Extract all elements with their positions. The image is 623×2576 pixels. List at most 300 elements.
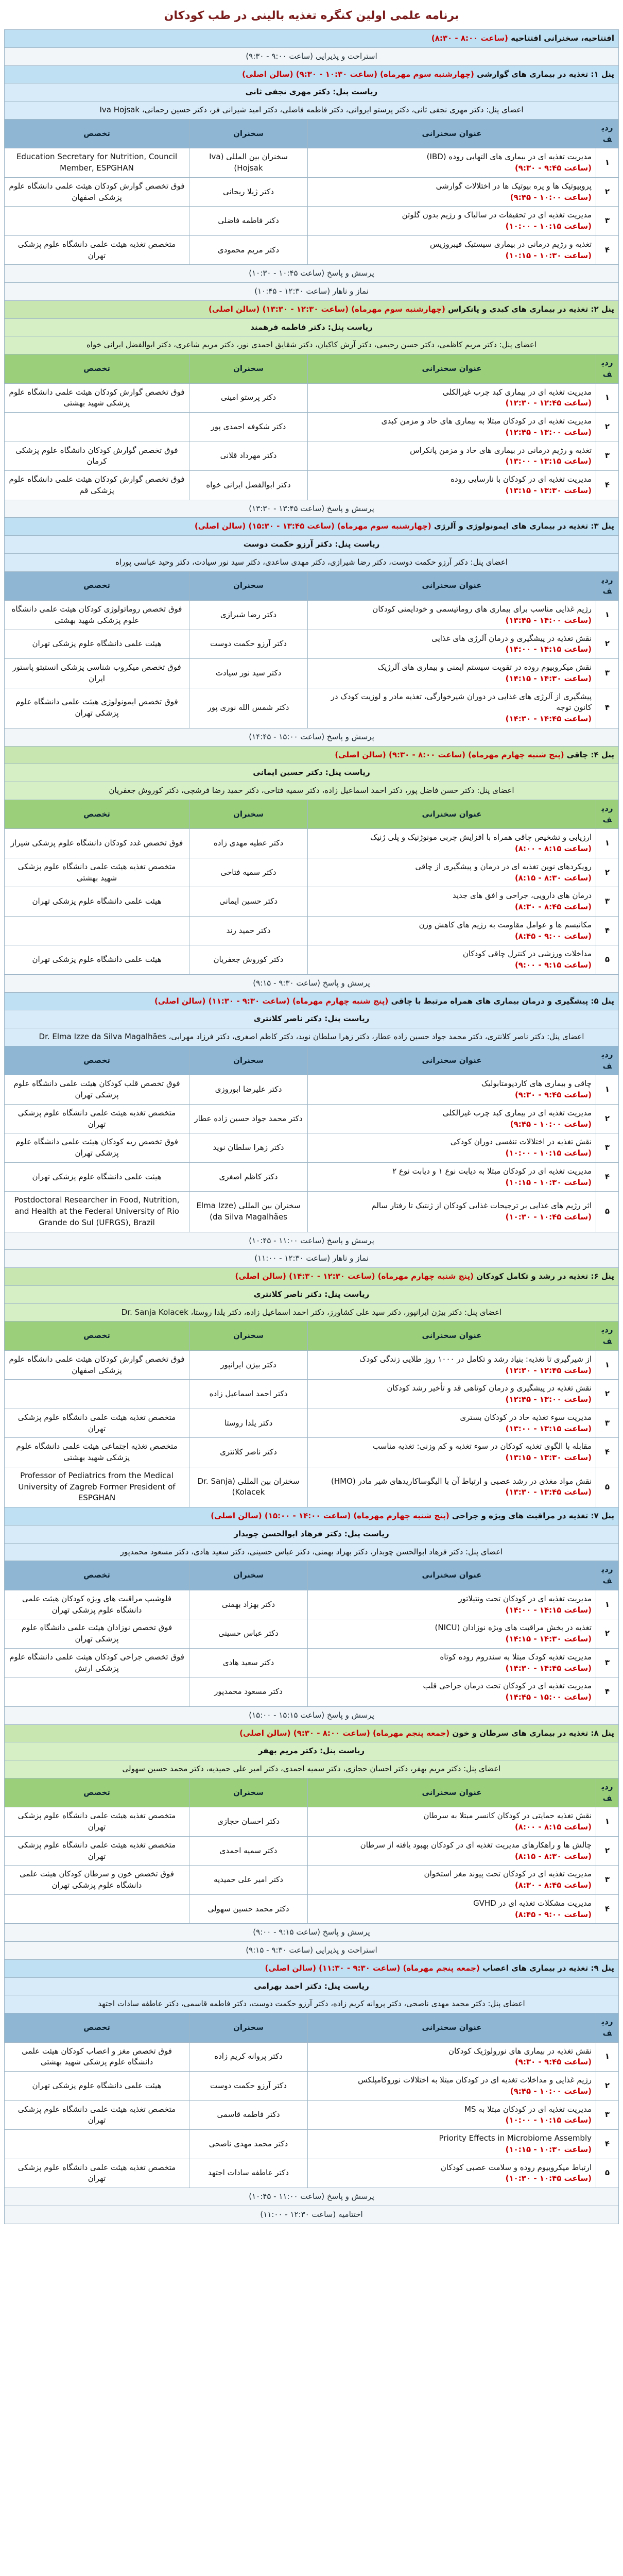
- talk-affiliation: [5, 207, 189, 236]
- talk-row: [5, 858, 619, 887]
- header-num: ردیف: [596, 1778, 619, 1807]
- talk-title-text: مدیریت تغذیه ای در کودکان تحت درمان جراحی قلب: [423, 1681, 592, 1691]
- break-label: پرسش و پاسخ: [326, 1710, 374, 1720]
- talk-number: [596, 442, 619, 471]
- talk-title: [308, 2130, 596, 2159]
- talk-time: (ساعت ۸:۳۰ - ۸:۱۵): [514, 1851, 592, 1861]
- talk-speaker: [189, 383, 308, 413]
- talk-speaker-text: دکتر پرستو امینی: [220, 393, 276, 402]
- panel-heading-row: [5, 992, 619, 1010]
- panel-members: [5, 553, 619, 571]
- talk-title-text: اثر رژیم های غذایی بر ترجیحات غذایی کودکان از ژنتیک تا رفتار سالم: [371, 1201, 592, 1211]
- talk-time: (ساعت ۱۰:۰۰ - ۹:۴۵): [510, 192, 592, 202]
- program-sheet: [4, 4, 619, 2224]
- talk-title-text: مداخلات ورزشی در کنترل چاقی کودکان: [462, 949, 592, 959]
- panel-heading: [5, 518, 619, 536]
- header-affiliation: تخصص: [5, 2013, 189, 2043]
- panel-members: [5, 1303, 619, 1321]
- talk-number: [596, 858, 619, 887]
- talk-row: [5, 2072, 619, 2101]
- break-label: نماز و ناهار: [332, 1253, 369, 1263]
- header-speaker: سخنران: [189, 1321, 308, 1351]
- talk-affiliation: [5, 471, 189, 500]
- talk-title: [308, 413, 596, 442]
- talk-affiliation: [5, 413, 189, 442]
- talk-title: [308, 1133, 596, 1163]
- talk-speaker-text: دکتر آرزو حکمت دوست: [210, 2080, 287, 2090]
- talk-title: [308, 235, 596, 265]
- panel-members-text: اعضای پنل: دکتر ناصر کلانتری، دکتر محمد جواد حسین زاده عطار، دکتر زهرا سلطان نوید، دکتر کاظم اصغری، دکتر فرزاد مهرابی، Dr. Elma Izze da Silva Magalhães: [39, 1032, 584, 1041]
- talk-time: (ساعت ۱۳:۱۵ - ۱۳:۰۰): [505, 1423, 592, 1433]
- break-time: (ساعت ۹:۱۵ - ۹:۰۰): [253, 1927, 321, 1937]
- panel-members-text: اعضای پنل: دکتر مریم کاظمی، دکتر حسن رحیمی، دکتر آرش کاکیان، دکتر شقایق احمدی نور، دکتر مریم شاعری، دکتر ابوالفضل ایرانی خواه: [86, 340, 537, 350]
- talk-affiliation-text: متخصص تغذیه هیئت علمی دانشگاه علوم پزشکی تهران: [18, 2104, 176, 2125]
- talk-row: [5, 1075, 619, 1105]
- opening-row: [5, 30, 619, 48]
- talk-number-text: ۲: [604, 1113, 610, 1123]
- talk-number-text: ۴: [604, 1687, 610, 1697]
- header-speaker: سخنران: [189, 1046, 308, 1075]
- break-row: [5, 974, 619, 992]
- break-row: [5, 2188, 619, 2206]
- talk-row: [5, 1648, 619, 1677]
- break-cell: [5, 500, 619, 518]
- header-affiliation: تخصص: [5, 119, 189, 148]
- talk-number-text: ۱: [604, 609, 610, 619]
- talk-time: (ساعت ۱۴:۰۰ - ۱۳:۴۵): [505, 615, 592, 625]
- talk-speaker-text: دکتر ناصر کلانتری: [220, 1447, 277, 1457]
- talk-speaker-text: دکتر حسین ایمانی: [219, 896, 278, 906]
- talk-title: [308, 1866, 596, 1895]
- talk-affiliation: [5, 1438, 189, 1467]
- talk-number-text: ۳: [604, 1657, 610, 1667]
- talk-speaker-text: دکتر محمد مهدی ناصحی: [209, 2139, 288, 2148]
- panel-members-row: [5, 101, 619, 120]
- header-title: عنوان سخنرانی: [308, 571, 596, 601]
- talk-number: [596, 1807, 619, 1837]
- talk-speaker: [189, 471, 308, 500]
- talk-speaker-text: دکتر امیر علی حمیدیه: [214, 1875, 283, 1885]
- header-title: عنوان سخنرانی: [308, 1321, 596, 1351]
- header-affiliation: تخصص: [5, 1561, 189, 1590]
- talk-title-text: نقش تغذیه در اختلالات تنفسی دوران کودکی: [450, 1137, 592, 1147]
- header-title: عنوان سخنرانی: [308, 1778, 596, 1807]
- talk-affiliation: [5, 177, 189, 207]
- panel-members: [5, 782, 619, 800]
- talk-number-text: ۵: [604, 955, 610, 964]
- talk-speaker-text: دکتر فاطمه قاسمی: [217, 2110, 280, 2120]
- talk-row: [5, 1162, 619, 1192]
- talk-number-text: ۲: [604, 1389, 610, 1399]
- talk-speaker: [189, 2130, 308, 2159]
- talk-affiliation-text: متخصص تغذیه هیئت علمی دانشگاه علوم پزشکی تهران: [18, 1412, 176, 1433]
- talk-number: [596, 829, 619, 858]
- panel-chair-row: [5, 1285, 619, 1303]
- talk-title: [308, 2100, 596, 2130]
- talk-speaker-text: دکتر آرزو حکمت دوست: [210, 639, 287, 649]
- talk-speaker: [189, 1677, 308, 1707]
- talk-affiliation: [5, 235, 189, 265]
- talk-title-text: مدیریت تغذیه ای در کودکان مبتلا به دیابت نوع ۱ و دیابت نوع ۲: [392, 1166, 592, 1176]
- talk-speaker-text: دکتر زهرا سلطان نوید: [213, 1143, 284, 1153]
- panel-title: پنل ۳: تغذیه در بیماری های ایمونولوژی و آلرژی: [434, 521, 614, 531]
- talk-number-text: ۲: [604, 2080, 610, 2090]
- panel-chair: [5, 536, 619, 554]
- panel-members: [5, 336, 619, 354]
- panel-chair-row: [5, 1977, 619, 1995]
- panel-members-text: اعضای پنل: دکتر بیژن ایرانپور، دکتر سید علی کشاورز، دکتر احمد اسماعیل زاده، دکتر یلدا روستا، Dr. Sanja Kolacek: [121, 1307, 502, 1317]
- panel-title: پنل ۹: تغذیه در بیماری های اعصاب: [482, 1963, 614, 1973]
- talk-affiliation-text: فوق تخصص گوارش کودکان هیئت علمی دانشگاه علوم پزشکی شهید بهشتی: [9, 387, 185, 408]
- talk-row: [5, 829, 619, 858]
- talk-number-text: ۴: [604, 925, 610, 935]
- talk-number-text: ۱: [604, 1084, 610, 1094]
- talk-title: [308, 916, 596, 945]
- talk-number: [596, 887, 619, 917]
- panel-chair: [5, 1010, 619, 1028]
- break-label: نماز و ناهار: [332, 286, 369, 296]
- panel-title: پنل ۶: تغذیه در رشد و تکامل کودکان: [476, 1272, 614, 1281]
- talk-number: [596, 659, 619, 688]
- talk-time: (ساعت ۹:۴۵ - ۹:۳۰): [514, 1090, 592, 1099]
- panel-schedule: (چهارشنبه سوم مهرماه) (ساعت ۱۳:۴۵ - ۱۵:۳۰) (سالن اصلی): [194, 521, 431, 531]
- break-cell: [5, 2188, 619, 2206]
- talk-number-text: ۱: [604, 393, 610, 402]
- talk-speaker: [189, 442, 308, 471]
- talk-row: [5, 177, 619, 207]
- talk-row: [5, 1192, 619, 1232]
- talk-affiliation: [5, 1807, 189, 1837]
- talk-time: (ساعت ۱۰:۱۵ - ۱۰:۰۰): [505, 222, 592, 231]
- talk-number-text: ۲: [604, 867, 610, 877]
- break-label: پرسش و پاسخ: [326, 503, 374, 513]
- talk-time: (ساعت ۱۰:۰۰ - ۹:۴۵): [510, 2086, 592, 2096]
- talk-title-text: مدیریت تغذیه ای در بیماری کبد چرب غیرالکلی: [442, 1108, 592, 1117]
- break-time: (ساعت ۱۲:۳۰ - ۱۱:۰۰): [254, 1253, 331, 1263]
- talk-affiliation: [5, 148, 189, 178]
- talk-time: (ساعت ۱۳:۳۰ - ۱۳:۱۵): [505, 1453, 592, 1462]
- panel-members-row: [5, 1543, 619, 1561]
- panel-chair: [5, 1977, 619, 1995]
- break-time: (ساعت ۹:۳۰ - ۹:۱۵): [246, 1945, 314, 1955]
- break-label: پرسش و پاسخ: [326, 732, 374, 741]
- break-row: [5, 1250, 619, 1268]
- talk-time: (ساعت ۱۴:۱۵ - ۱۴:۰۰): [505, 1605, 592, 1615]
- talk-affiliation-text: هیئت علمی دانشگاه علوم پزشکی تهران: [32, 955, 162, 964]
- talk-title-text: پروبیوتیک ها و پره بیوتیک ها در اختلالات گوارشی: [436, 181, 592, 191]
- talk-title-text: چاقی و بیماری های کاردیومتابولیک: [481, 1079, 592, 1089]
- talk-number-text: ۳: [604, 1875, 610, 1885]
- panel-chair-text: ریاست پنل: دکتر ناصر کلانتری: [253, 1289, 370, 1299]
- talk-time: (ساعت ۸:۳۰ - ۸:۱۵): [514, 873, 592, 883]
- talk-number-text: ۴: [604, 1904, 610, 1913]
- talk-row: [5, 601, 619, 630]
- talk-number-text: ۱: [604, 158, 610, 167]
- break-time: (ساعت ۱۲:۳۰ - ۱۱:۰۰): [260, 2209, 336, 2219]
- talk-title: [308, 858, 596, 887]
- panel-members-text: اعضای پنل: دکتر مریم بهفر، دکتر احسان حجازی، دکتر سمیه احمدی، دکتر امیر علی حمیدیه، دکتر محمد حسین سهولی: [122, 1764, 501, 1773]
- talk-speaker: [189, 1866, 308, 1895]
- talk-title-text: رژیم غذایی و مداخلات تغذیه ای در کودکان مبتلا به اختلالات نوروکامپلکس: [358, 2075, 592, 2084]
- talk-affiliation-text: فوق تخصص گوارش کودکان هیئت علمی دانشگاه علوم پزشکی قم: [9, 474, 185, 495]
- talk-affiliation: [5, 601, 189, 630]
- talk-affiliation-text: هیئت علمی دانشگاه علوم پزشکی تهران: [32, 896, 162, 906]
- header-speaker: سخنران: [189, 571, 308, 601]
- panel-heading: [5, 1268, 619, 1286]
- talk-speaker: [189, 1619, 308, 1649]
- talk-row: [5, 916, 619, 945]
- panel-column-header: [5, 571, 619, 601]
- talk-row: [5, 1894, 619, 1924]
- talk-title: [308, 442, 596, 471]
- talk-title: [308, 1380, 596, 1409]
- talk-affiliation: [5, 1590, 189, 1619]
- talk-number: [596, 383, 619, 413]
- talk-title: [308, 2072, 596, 2101]
- break-cell: [5, 2206, 619, 2224]
- talk-row: [5, 1467, 619, 1507]
- talk-time: (ساعت ۱۰:۴۵ - ۱۰:۳۰): [505, 1212, 592, 1222]
- talk-affiliation: [5, 1677, 189, 1707]
- talk-affiliation-text: فوق تخصص روماتولوژی کودکان هیئت علمی دانشگاه علوم پزشکی شهید بهشتی: [11, 604, 182, 625]
- talk-row: [5, 2159, 619, 2188]
- talk-number-text: ۲: [604, 639, 610, 649]
- talk-affiliation-text: فوق تخصص میکروب شناسی پزشکی انستیتو پاستور ایران: [12, 663, 181, 683]
- break-label: پرسش و پاسخ: [326, 268, 374, 278]
- talk-number: [596, 1648, 619, 1677]
- break-cell: [5, 1924, 619, 1942]
- talk-affiliation: [5, 1866, 189, 1895]
- talk-title-text: درمان های دارویی، جراحی و افق های جدید: [453, 891, 592, 901]
- talk-title: [308, 1409, 596, 1438]
- talk-title: [308, 659, 596, 688]
- panel-heading-row: [5, 746, 619, 764]
- page-title: برنامه علمی اولین کنگره تغذیه بالینی در طب کودکان: [164, 9, 459, 22]
- panel-chair-text: ریاست پنل: دکتر ناصر کلانتری: [253, 1014, 370, 1024]
- panel-schedule: (چهارشنبه سوم مهرماه) (ساعت ۱۲:۳۰ - ۱۳:۳۰) (سالن اصلی): [209, 304, 445, 314]
- talk-speaker-text: دکتر عطیه مهدی زاده: [213, 838, 284, 848]
- break-cell: [5, 974, 619, 992]
- talk-affiliation-text: فلوشیپ مراقبت های ویژه کودکان هیئت علمی دانشگاه علوم پزشکی تهران: [22, 1594, 172, 1615]
- talk-speaker: [189, 1409, 308, 1438]
- break-cell: [5, 728, 619, 746]
- panel-heading-row: [5, 518, 619, 536]
- talk-affiliation-text: متخصص تغذیه هیئت علمی دانشگاه علوم پزشکی تهران: [18, 2162, 176, 2183]
- panel-schedule: (پنج شنبه چهارم مهرماه) (ساعت ۸:۰۰ - ۹:۳۰) (سالن اصلی): [335, 750, 564, 759]
- talk-time: (ساعت ۹:۴۵ - ۹:۳۰): [514, 2057, 592, 2067]
- talk-number: [596, 207, 619, 236]
- talk-affiliation-text: متخصص تغذیه هیئت علمی دانشگاه علوم پزشکی تهران: [18, 239, 176, 260]
- talk-title: [308, 1162, 596, 1192]
- talk-affiliation: [5, 2042, 189, 2072]
- talk-speaker-text: دکتر بهزاد بهمنی: [221, 1599, 275, 1609]
- program-body: [5, 30, 619, 2224]
- break-time: (ساعت ۱۱:۰۰ - ۱۰:۴۵): [249, 2192, 325, 2201]
- talk-speaker: [189, 2042, 308, 2072]
- panel-chair: [5, 83, 619, 101]
- talk-time: (ساعت ۱۰:۳۰ - ۱۰:۱۵): [505, 1177, 592, 1187]
- panel-chair: [5, 1742, 619, 1760]
- talk-affiliation: [5, 1104, 189, 1133]
- talk-speaker: [189, 1894, 308, 1924]
- panel-heading: [5, 1959, 619, 1977]
- talk-speaker-text: دکتر کوروش جعفریان: [213, 955, 284, 964]
- talk-title: [308, 630, 596, 659]
- talk-row: [5, 207, 619, 236]
- panel-members-row: [5, 1303, 619, 1321]
- panel-chair-row: [5, 1525, 619, 1543]
- talk-speaker-text: دکتر شمس الله نوری پور: [207, 703, 289, 713]
- talk-number: [596, 1075, 619, 1105]
- break-row: [5, 1232, 619, 1250]
- talk-speaker: [189, 601, 308, 630]
- talk-title: [308, 1807, 596, 1837]
- panel-title: پنل ۵: پیشگیری و درمان بیماری های همراه مرتبط با چاقی: [391, 996, 614, 1006]
- talk-number: [596, 2072, 619, 2101]
- talk-speaker: [189, 2100, 308, 2130]
- talk-title: [308, 829, 596, 858]
- break-cell: [5, 1250, 619, 1268]
- panel-chair-text: ریاست پنل: دکتر فرهاد ابوالحسن چوبدار: [234, 1529, 389, 1538]
- talk-row: [5, 1133, 619, 1163]
- header-num: ردیف: [596, 571, 619, 601]
- talk-affiliation-text: فوق تخصص نوزادان هیئت علمی دانشگاه علوم پزشکی تهران: [21, 1623, 172, 1643]
- talk-speaker: [189, 1648, 308, 1677]
- talk-row: [5, 945, 619, 975]
- talk-title-text: Priority Effects in Microbiome Assembly: [439, 2133, 592, 2143]
- talk-title: [308, 688, 596, 728]
- talk-time: (ساعت ۱۰:۳۰ - ۱۰:۱۵): [505, 2144, 592, 2154]
- talk-number-text: ۱: [604, 1599, 610, 1609]
- talk-title: [308, 1590, 596, 1619]
- talk-number-text: ۳: [604, 1143, 610, 1153]
- talk-speaker: [189, 207, 308, 236]
- talk-speaker: [189, 1590, 308, 1619]
- panel-chair-row: [5, 83, 619, 101]
- talk-title: [308, 471, 596, 500]
- talk-affiliation-text: فوق تخصص غدد کودکان دانشگاه علوم پزشکی شیراز: [10, 838, 183, 848]
- panel-column-header: [5, 1561, 619, 1590]
- talk-time: (ساعت ۱۵:۰۰ - ۱۴:۴۵): [505, 1692, 592, 1702]
- talk-title: [308, 2042, 596, 2072]
- talk-time: (ساعت ۱۳:۱۵ - ۱۳:۰۰): [505, 456, 592, 466]
- talk-number-text: ۱: [604, 1360, 610, 1369]
- break-row: [5, 1924, 619, 1942]
- talk-row: [5, 235, 619, 265]
- break-cell: [5, 1706, 619, 1724]
- talk-affiliation: [5, 916, 189, 945]
- talk-number-text: ۵: [604, 1482, 610, 1492]
- talk-number-text: ۳: [604, 216, 610, 226]
- panel-chair-text: ریاست پنل: دکتر مهری نجفی ثانی: [245, 87, 378, 97]
- talk-speaker-text: دکتر محمد حسین سهولی: [207, 1904, 289, 1913]
- panel-members-row: [5, 782, 619, 800]
- talk-number: [596, 1894, 619, 1924]
- header-affiliation: تخصص: [5, 800, 189, 829]
- panel-members-row: [5, 1028, 619, 1046]
- talk-row: [5, 1590, 619, 1619]
- talk-affiliation-text: فوق تخصص خون و سرطان کودکان هیئت علمی دانشگاه علوم پزشکی تهران: [20, 1869, 174, 1890]
- break-time: (ساعت ۱۲:۳۰ - ۱۰:۴۵): [254, 286, 331, 296]
- panel-members-text: اعضای پنل: دکتر فرهاد ابوالحسن چوبدار، دکتر بهزاد بهمنی، دکتر عباس حسینی، دکتر سعید هادی، دکتر مسعود محمدپور: [120, 1547, 503, 1556]
- break-cell: [5, 1232, 619, 1250]
- panel-chair: [5, 1285, 619, 1303]
- panel-column-header: [5, 354, 619, 384]
- talk-title: [308, 1648, 596, 1677]
- talk-title: [308, 1075, 596, 1105]
- talk-number-text: ۳: [604, 668, 610, 677]
- panel-chair-row: [5, 318, 619, 336]
- talk-title-text: مدیریت تغذیه ای در تحقیقات در سالیاک و رژیم بدون گلوتن: [402, 210, 592, 220]
- talk-time: (ساعت ۱۳:۳۰ - ۱۳:۱۵): [505, 485, 592, 495]
- talk-number: [596, 1380, 619, 1409]
- talk-affiliation-text: فوق تخصص گوارش کودکان هیئت علمی دانشگاه علوم پزشکی اصفهان: [9, 1354, 185, 1375]
- talk-row: [5, 1438, 619, 1467]
- talk-affiliation-text: فوق تخصص گوارش کودکان دانشگاه علوم پزشکی کرمان: [15, 445, 178, 466]
- talk-title: [308, 1104, 596, 1133]
- header-num: ردیف: [596, 119, 619, 148]
- talk-number: [596, 630, 619, 659]
- talk-affiliation-text: متخصص تغذیه هیئت علمی دانشگاه علوم پزشکی تهران: [18, 1811, 176, 1832]
- panel-heading-row: [5, 1268, 619, 1286]
- talk-row: [5, 1836, 619, 1866]
- panel-members: [5, 1760, 619, 1778]
- panel-members: [5, 1995, 619, 2013]
- talk-speaker: [189, 1438, 308, 1467]
- panel-schedule: (پنج شنبه چهارم مهرماه) (ساعت ۹:۳۰ - ۱۱:۳۰) (سالن اصلی): [154, 996, 389, 1006]
- talk-row: [5, 442, 619, 471]
- talk-number: [596, 2042, 619, 2072]
- talk-title: [308, 177, 596, 207]
- talk-number: [596, 1104, 619, 1133]
- header-title: عنوان سخنرانی: [308, 2013, 596, 2043]
- header-speaker: سخنران: [189, 2013, 308, 2043]
- panel-members-row: [5, 1760, 619, 1778]
- talk-speaker: [189, 1807, 308, 1837]
- talk-affiliation: [5, 2159, 189, 2188]
- talk-row: [5, 630, 619, 659]
- panel-chair: [5, 318, 619, 336]
- talk-row: [5, 1807, 619, 1837]
- talk-affiliation-text: Education Secretary for Nutrition, Council Member, ESPGHAN: [16, 152, 178, 173]
- talk-affiliation: [5, 630, 189, 659]
- talk-title-text: پیشگیری از آلرژی های غذایی در دوران شیرخوارگی، تغذیه مادر و لوزیت کودک در کانون توجه: [331, 691, 592, 713]
- panel-schedule: (جمعه پنجم مهرماه) (ساعت ۹:۳۰ - ۱۱:۳۰) (سالن اصلی): [265, 1963, 480, 1973]
- panel-members-text: اعضای پنل: دکتر مهری نجفی ثانی، دکتر پرستو ایروانی، دکتر فاطمه فاضلی، دکتر امید شیرانی فر، دکتر حسین رحمانی، Iva Hojsak: [99, 105, 524, 114]
- talk-time: (ساعت ۱۴:۴۵ - ۱۴:۳۰): [505, 714, 592, 723]
- talk-number: [596, 235, 619, 265]
- talk-row: [5, 1866, 619, 1895]
- talk-title-text: تغذیه در بخش مراقبت های ویژه نوزادان (NICU): [435, 1623, 592, 1633]
- break-time: (ساعت ۹:۳۰ - ۹:۱۵): [253, 978, 321, 988]
- program-table: [4, 29, 619, 2224]
- header-speaker: سخنران: [189, 119, 308, 148]
- panel-column-header: [5, 1046, 619, 1075]
- break-label: استراحت و پذیرایی: [315, 1945, 377, 1955]
- panel-title: پنل ۸: تغذیه در بیماری های سرطان و خون: [452, 1728, 614, 1738]
- talk-speaker: [189, 148, 308, 178]
- break-label: پرسش و پاسخ: [326, 2192, 374, 2201]
- talk-affiliation: [5, 659, 189, 688]
- header-title: عنوان سخنرانی: [308, 119, 596, 148]
- talk-number: [596, 601, 619, 630]
- talk-affiliation: [5, 2130, 189, 2159]
- talk-title-text: تغذیه و رژیم درمانی در بیماری سیستیک فیبروزیس: [429, 239, 592, 249]
- panel-column-header: [5, 2013, 619, 2043]
- talk-affiliation: [5, 1380, 189, 1409]
- talk-affiliation-text: فوق تخصص ایمونولوژی هیئت علمی دانشگاه علوم پزشکی تهران: [15, 697, 178, 718]
- talk-affiliation-text: فوق تخصص مغز و اعصاب کودکان هیئت علمی دانشگاه علوم پزشکی شهید بهشتی: [22, 2046, 172, 2067]
